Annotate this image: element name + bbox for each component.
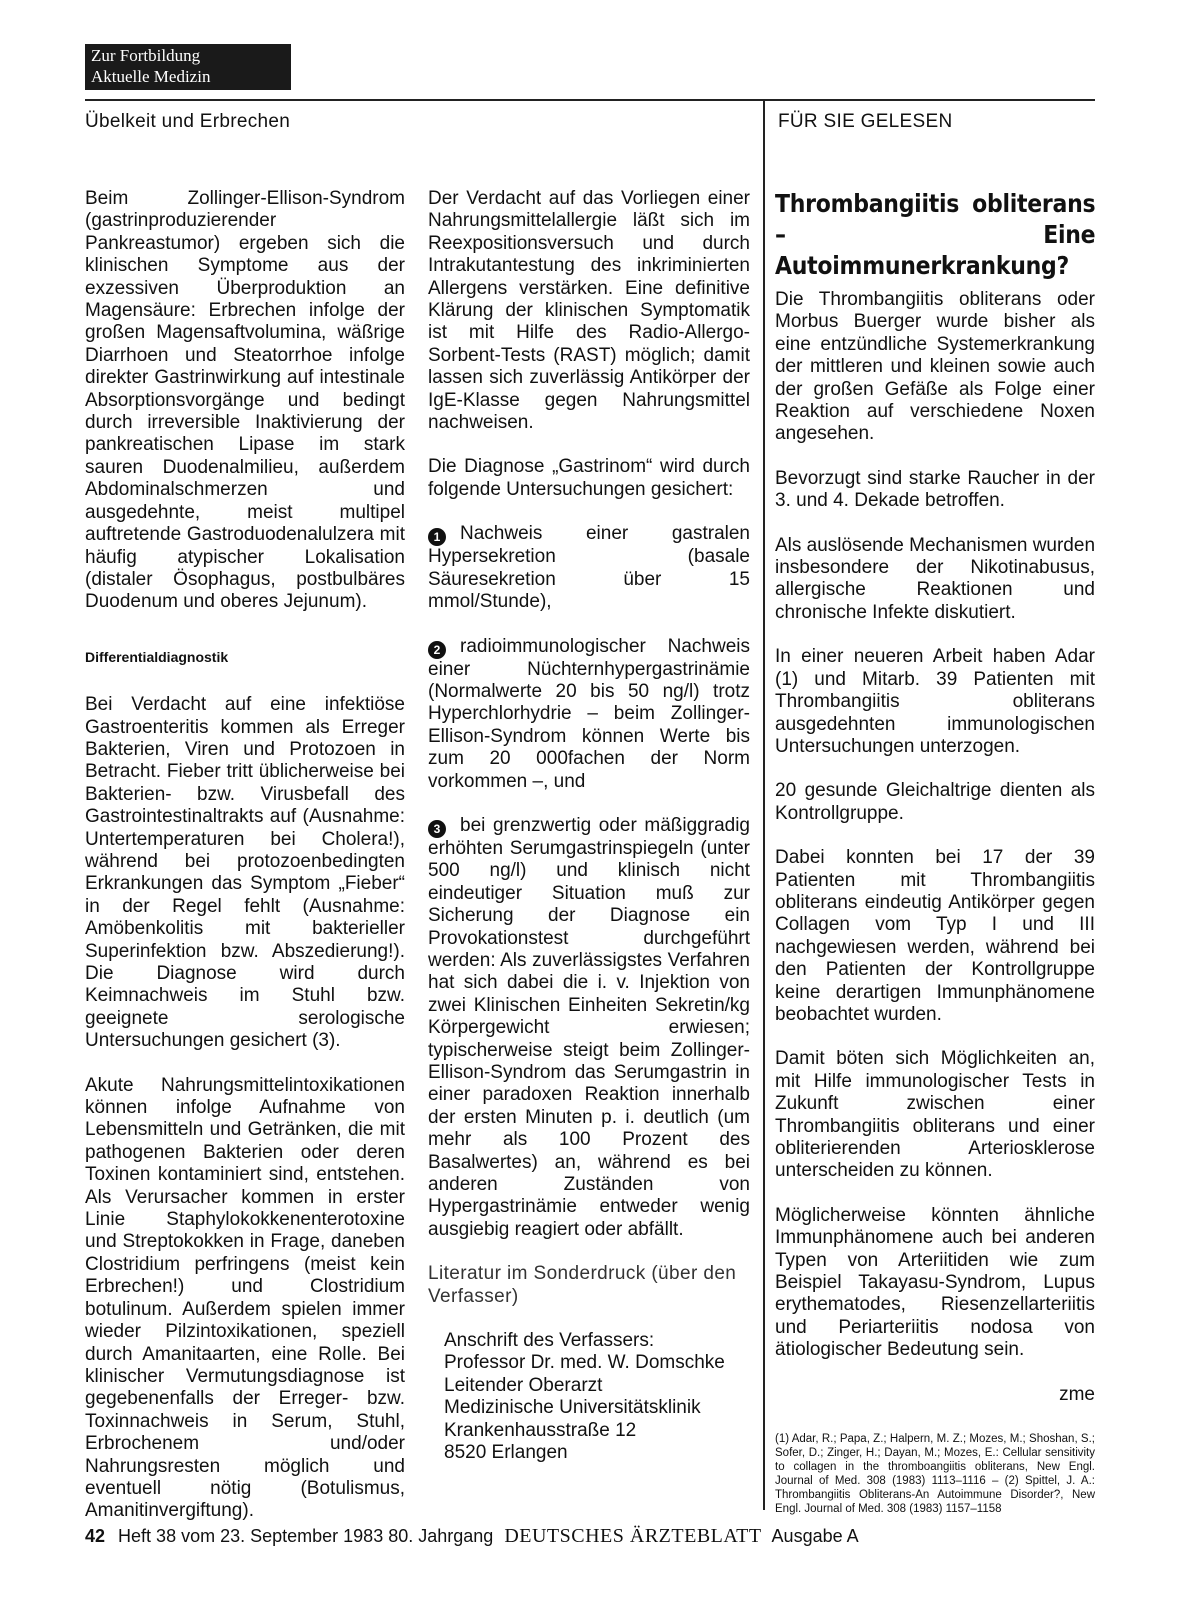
address-line: Anschrift des Verfassers: [444, 1330, 655, 1352]
list-item [428, 815, 750, 1241]
literature-note: Literatur im Sonderdruck (über den Verfasser) [428, 1263, 737, 1307]
list-item-text: radioimmunologischer Nachweis einer Nüchternhypergastrinämie (Normalwerte 20 bis 50 ng/l) trotz Hyperchlorhydrie – beim Zollinger-Ellison-Syndrom können Werte bis zum 20 000fachen der Norm vorkommen –, und [428, 635, 750, 792]
author-signature: zme [1059, 1383, 1095, 1405]
paragraph: Bei Verdacht auf eine infektiöse Gastroenteritis kommen als Erreger Bakterien, Viren und Protozoen in Betracht. Fieber tritt üblicherweise bei Bakterien- bzw. Virusbefall des Gastrointestinaltrakts auf (Ausnahme: Untertemperaturen bei Cholera!), während bei protozoenbedingten Erkrankungen das Symptom „Fieber“ in der Regel fehlt (Ausnahme: Amöbenkolitis mit bakterieller Superinfektion bzw. Abszedierung!). Die Diagnose wird durch Keimnachweis im Stuhl bzw. geeignete serologische Untersuchungen gesichert (3). [85, 694, 405, 1052]
paragraph: Die Thrombangiitis obliterans oder Morbus Buerger wurde bisher als eine entzündliche Systemerkrankung der mittleren und kleinen sowie auch der großen Gefäße als Folge einer Reaktion auf verschiedene Noxen angesehen. [775, 289, 1095, 445]
number-1-icon: 1 [428, 528, 446, 546]
address-line: Professor Dr. med. W. Domschke [444, 1352, 725, 1374]
references: (1) Adar, R.; Papa, Z.; Halpern, M. Z.; Mozes, M.; Shoshan, S.; Sofer, D.; Zinger, H.; Dayan, M.; Mozes, E.: Cellular sensitivity to collagen in the thromboangiitis obliterans, New Engl. Journal of Med. 308 (1983) 1113–1116 – (2) Spittel, J. A.: Thrombangiitis Obliterans-An Autoimmune Disorder?, New Engl. Journal of Med. 308 (1983) 1157–1158 [775, 1433, 1095, 1516]
paragraph: Akute Nahrungsmittelintoxikationen können infolge Aufnahme von Lebensmitteln und Getränken, die mit pathogenen Bakterien oder deren Toxinen kontaminiert sind, entstehen. Als Verursacher kommen in erster Linie Staphylokokkenenterotoxine und Streptokokken in Frage, daneben Clostridium perfringens (meist kein Erbrechen!) und Clostridium botulinum. Außerdem spielen immer wieder Pilzintoxikationen, speziell durch Amanitaarten, eine Rolle. Bei klinischer Vermutungsdiagnose ist gegebenenfalls der Erreger- bzw. Toxinnachweis in Serum, Stuhl, Erbrochenem und/oder Nahrungsresten möglich und eventuell nötig (Botulismus, Amanitinvergiftung). [85, 1074, 405, 1522]
badge-line-1: Zur Fortbildung [91, 46, 201, 65]
author-address [444, 1330, 750, 1464]
paragraph: 20 gesunde Gleichaltrige dienten als Kontrollgruppe. [775, 780, 1095, 824]
page-number: 42 [85, 1526, 106, 1546]
number-3-icon: 3 [428, 820, 446, 838]
column-3 [775, 188, 1095, 1516]
section-badge [85, 44, 291, 90]
paragraph: Der Verdacht auf das Vorliegen einer Nahrungsmittelallergie läßt sich im Reexpositionsversuch und durch Intrakutantestung des inkriminierten Allergens verstärken. Eine definitive Klärung der klinischen Symptomatik ist mit Hilfe des Radio-Allergo-Sorbent-Tests (RAST) möglich; damit lassen sich zuverlässig Antikörper der IgE-Klasse gegen Nahrungsmittel nachweisen. [428, 188, 750, 434]
column-divider [763, 100, 765, 1510]
address-line: Leitender Oberarzt [444, 1374, 603, 1396]
list-item [428, 523, 750, 613]
paragraph: Beim Zollinger-Ellison-Syndrom (gastrinproduzierender Pankreastumor) ergeben sich die klinischen Symptome aus der exzessiven Überproduktion an Magensäure: Erbrechen infolge der großen Magensaftvolumina, wäßrige Diarrhoen und Steatorrhoe infolge direkter Gastrinwirkung auf intestinale Absorptionsvorgänge und bedingt durch irreversible Inaktivierung der pankreatischen Lipase im stark sauren Duodenalmilieu, außerdem Abdominalschmerzen und ausgedehnte, meist multipel auftretende Gastroduodenalulzera mit häufig atypischer Lokalisation (distaler Ösophagus, postbulbäres Duodenum und oberes Jejunum). [85, 188, 405, 613]
list-item [428, 636, 750, 793]
paragraph: In einer neueren Arbeit haben Adar (1) und Mitarb. 39 Patienten mit Thrombangiitis obliterans ausgedehnten immunologischen Untersuchungen unterzogen. [775, 646, 1095, 757]
address-line: Krankenhausstraße 12 [444, 1419, 637, 1441]
paragraph: Die Diagnose „Gastrinom“ wird durch folgende Untersuchungen gesichert: [428, 456, 750, 500]
paragraph: Dabei konnten bei 17 der 39 Patienten mit Thrombangiitis obliterans eindeutig Antikörper gegen Collagen vom Typ I und III nachgewiesen werden, während bei den Patienten der Kontrollgruppe keine derartigen Immunphänomene beobachtet wurden. [775, 847, 1095, 1025]
article-headline: Thrombangiitis obliterans – Eine Autoimmunerkrankung? [775, 189, 1096, 280]
paragraph: Bevorzugt sind starke Raucher in der 3. und 4. Dekade betroffen. [775, 467, 1095, 512]
section-title-left: Übelkeit und Erbrechen [85, 111, 291, 132]
edition: Ausgabe A [771, 1526, 859, 1546]
list-item-text: Nachweis einer gastralen Hypersekretion (basale Säuresekretion über 15 mmol/Stunde), [428, 523, 750, 613]
section-title-right: FÜR SIE GELESEN [778, 111, 953, 132]
page-footer [85, 1525, 859, 1548]
address-line: 8520 Erlangen [444, 1442, 568, 1464]
list-item-text: bei grenzwertig oder mäßiggradig erhöhten Serumgastrinspiegeln (unter 500 ng/l) und klinisch nicht eindeutiger Situation muß zur Sicherung der Diagnose ein Provokationstest durchgeführt werden: Als zuverlässigstes Verfahren hat sich dabei die i. v. Injektion von zwei Klinischen Einheiten Sekretin/kg Körpergewicht erwiesen; typischerweise steigt beim Zollinger-Ellison-Syndrom das Serumgastrin in einer paradoxen Reaktion innerhalb der ersten Minuten p. i. deutlich (um mehr als 100 Prozent des Basalwertes) an, während es bei anderen Zuständen von Hypergastrinämie entweder wenig ausgiebig reagiert oder abfällt. [428, 814, 750, 1240]
subheading: Differentialdiagnostik [85, 648, 229, 665]
top-rule [85, 99, 1095, 101]
number-2-icon: 2 [428, 641, 446, 659]
address-line: Medizinische Universitätsklinik [444, 1397, 701, 1419]
paragraph: Als auslösende Mechanismen wurden insbesondere der Nikotinabusus, allergische Reaktionen und chronische Infekte diskutiert. [775, 534, 1096, 623]
paragraph: Damit böten sich Möglichkeiten an, mit Hilfe immunologischer Tests in Zukunft zwischen einer Thrombangiitis obliterans und einer obliterierenden Arteriosklerose unterscheiden zu können. [775, 1048, 1095, 1182]
badge-line-2: Aktuelle Medizin [91, 67, 211, 86]
issue-info: Heft 38 vom 23. September 1983 80. Jahrgang [118, 1526, 494, 1546]
journal-name: DEUTSCHES ÄRZTEBLATT [504, 1525, 762, 1547]
column-1 [85, 188, 405, 1545]
column-2 [428, 188, 750, 1465]
paragraph: Möglicherweise könnten ähnliche Immunphänomene auch bei anderen Typen von Arteriitiden wie zum Beispiel Takayasu-Syndrom, Lupus erythematodes, Riesenzellarteriitis und Periarteriitis nodosa von ätiologischer Bedeutung sein. [775, 1204, 1095, 1361]
